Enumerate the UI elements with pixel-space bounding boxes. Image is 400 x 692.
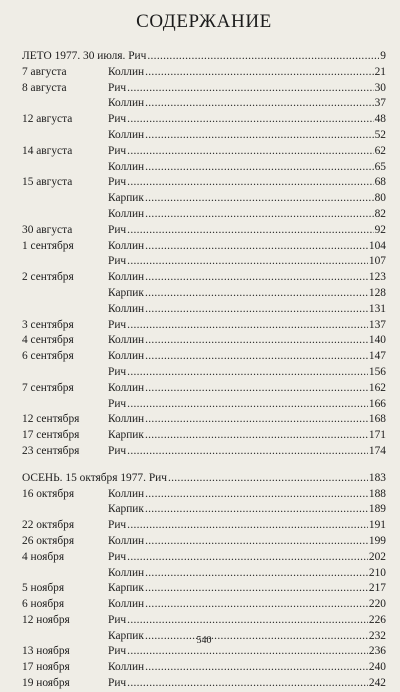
- section-heading-autumn: [22, 471, 386, 487]
- toc-entry: [22, 412, 386, 428]
- toc-entry: [22, 349, 386, 365]
- toc-entry: [22, 428, 386, 444]
- entry-page: 166: [368, 397, 386, 410]
- toc-entry: [22, 581, 386, 597]
- page-number-ref: 9: [380, 50, 386, 62]
- entry-date: 7 августа: [22, 65, 67, 78]
- entry-date: 7 сентября: [22, 381, 74, 394]
- dot-leader: [145, 428, 368, 444]
- entry-narrator: Коллин: [108, 128, 145, 141]
- entry-page: 174: [368, 444, 386, 457]
- entry-narrator: Коллин: [108, 160, 145, 173]
- toc-entry: [22, 96, 386, 112]
- toc-entry: [22, 270, 386, 286]
- entry-narrator: Коллин: [108, 334, 145, 347]
- entry-narrator: Карпик: [108, 286, 144, 299]
- entry-page: 62: [374, 144, 386, 157]
- entry-narrator: Коллин: [108, 302, 145, 315]
- entry-date: 17 сентября: [22, 429, 80, 442]
- page-number: 540: [196, 635, 212, 646]
- entry-page: 37: [374, 97, 386, 110]
- dot-leader: [127, 397, 368, 413]
- entry-narrator: Коллин: [108, 207, 145, 220]
- entry-date: 6 сентября: [22, 350, 74, 363]
- entry-page: 217: [368, 582, 386, 595]
- toc-entry: [22, 175, 386, 191]
- entry-page: 242: [368, 677, 386, 690]
- dot-leader: [145, 566, 368, 582]
- dot-leader: [127, 254, 368, 270]
- entry-page: 188: [368, 487, 386, 500]
- toc-entry: [22, 191, 386, 207]
- entry-narrator: Карпик: [108, 503, 144, 516]
- section-spacer: [22, 460, 386, 471]
- dot-leader: [127, 444, 368, 460]
- entry-narrator: Карпик: [108, 582, 144, 595]
- entry-date: 12 августа: [22, 113, 73, 126]
- dot-leader: [145, 581, 368, 597]
- entry-date: 26 октября: [22, 534, 75, 547]
- entry-page: 202: [368, 550, 386, 563]
- entry-narrator: Рич: [108, 645, 127, 658]
- dot-leader: [145, 128, 373, 144]
- entry-narrator: Коллин: [108, 97, 145, 110]
- entry-narrator: Коллин: [108, 413, 145, 426]
- dot-leader: [127, 550, 368, 566]
- entry-page: 220: [368, 598, 386, 611]
- entry-narrator: Коллин: [108, 350, 145, 363]
- toc-entry: [22, 207, 386, 223]
- toc-entry: [22, 518, 386, 534]
- entry-narrator: Коллин: [108, 271, 145, 284]
- entry-narrator: Коллин: [108, 487, 145, 500]
- toc-entry: [22, 597, 386, 613]
- entry-narrator: Рич: [108, 176, 127, 189]
- toc-entry: [22, 223, 386, 239]
- dot-leader: [145, 534, 368, 550]
- dot-leader: [127, 223, 373, 239]
- toc-entry: [22, 160, 386, 176]
- entry-date: 1 сентября: [22, 239, 74, 252]
- dot-leader: [145, 286, 368, 302]
- entry-narrator: Рич: [108, 519, 127, 532]
- toc-entry: [22, 644, 386, 660]
- entry-narrator: Рич: [108, 444, 127, 457]
- entry-narrator: Коллин: [108, 534, 145, 547]
- entry-narrator: Рич: [108, 255, 127, 268]
- entry-date: 15 августа: [22, 176, 73, 189]
- entry-page: 189: [368, 503, 386, 516]
- dot-leader: [145, 381, 368, 397]
- dot-leader: [127, 81, 373, 97]
- dot-leader: [127, 175, 373, 191]
- entry-page: 82: [374, 207, 386, 220]
- entry-page: 162: [368, 381, 386, 394]
- entry-date: 13 ноября: [22, 645, 70, 658]
- toc-entry: [22, 397, 386, 413]
- entry-page: 80: [374, 192, 386, 205]
- dot-leader: [147, 49, 379, 65]
- toc-entry: [22, 318, 386, 334]
- entry-narrator: Коллин: [108, 598, 145, 611]
- entry-date: 16 октября: [22, 487, 75, 500]
- toc-entry: [22, 333, 386, 349]
- entry-date: 5 ноября: [22, 582, 65, 595]
- entry-page: 52: [374, 128, 386, 141]
- entry-page: 48: [374, 113, 386, 126]
- dot-leader: [168, 471, 368, 487]
- entry-narrator: Рич: [108, 223, 127, 236]
- entry-page: 128: [368, 286, 386, 299]
- entry-narrator: Рич: [108, 550, 127, 563]
- entry-page: 236: [368, 645, 386, 658]
- entry-page: 104: [368, 239, 386, 252]
- toc-entry: [22, 381, 386, 397]
- entry-narrator: Рич: [108, 318, 127, 331]
- entry-date: 8 августа: [22, 81, 67, 94]
- toc-entry: [22, 81, 386, 97]
- toc-entry: [22, 144, 386, 160]
- dot-leader: [145, 349, 368, 365]
- toc-entry: [22, 487, 386, 503]
- entry-page: 92: [374, 223, 386, 236]
- dot-leader: [145, 65, 373, 81]
- entry-narrator: Коллин: [108, 239, 145, 252]
- entry-page: 240: [368, 661, 386, 674]
- entry-date: 30 августа: [22, 223, 73, 236]
- dot-leader: [127, 112, 373, 128]
- dot-leader: [145, 239, 368, 255]
- dot-leader: [127, 144, 373, 160]
- dot-leader: [127, 676, 368, 692]
- toc-entry: [22, 112, 386, 128]
- entry-date: 17 ноября: [22, 661, 70, 674]
- entry-page: 168: [368, 413, 386, 426]
- dot-leader: [145, 412, 368, 428]
- entry-page: 210: [368, 566, 386, 579]
- entry-narrator: Коллин: [108, 381, 145, 394]
- dot-leader: [145, 502, 368, 518]
- entry-narrator: Рич: [108, 677, 127, 690]
- entry-date: 6 ноября: [22, 598, 65, 611]
- toc-entry: [22, 365, 386, 381]
- entry-date: 12 сентября: [22, 413, 80, 426]
- toc-entry: [22, 444, 386, 460]
- book-page: [22, 0, 386, 690]
- dot-leader: [145, 160, 373, 176]
- entry-date: 4 ноября: [22, 550, 65, 563]
- entry-date: 4 сентября: [22, 334, 74, 347]
- section-heading-text: ЛЕТО 1977. 30 июля. Рич: [22, 50, 147, 62]
- entry-page: 123: [368, 271, 386, 284]
- entry-date: 19 ноября: [22, 677, 70, 690]
- entry-page: 232: [368, 629, 386, 642]
- toc-entry: [22, 613, 386, 629]
- dot-leader: [127, 318, 368, 334]
- toc-entry: [22, 566, 386, 582]
- toc-entry: [22, 65, 386, 81]
- entry-page: 21: [374, 65, 386, 78]
- entry-narrator: Рич: [108, 613, 127, 626]
- entry-narrator: Рич: [108, 144, 127, 157]
- entry-page: 107: [368, 255, 386, 268]
- entry-narrator: Рич: [108, 113, 127, 126]
- toc-entry: [22, 502, 386, 518]
- dot-leader: [145, 191, 374, 207]
- entry-narrator: Коллин: [108, 566, 145, 579]
- entry-narrator: Карпик: [108, 429, 144, 442]
- entry-date: 22 октября: [22, 519, 75, 532]
- dot-leader: [145, 207, 373, 223]
- entry-narrator: Карпик: [108, 192, 144, 205]
- entry-page: 156: [368, 365, 386, 378]
- toc-entry: [22, 550, 386, 566]
- dot-leader: [127, 644, 368, 660]
- entry-narrator: Карпик: [108, 629, 144, 642]
- dot-leader: [127, 518, 368, 534]
- toc-entry: [22, 534, 386, 550]
- section-heading-text: ОСЕНЬ. 15 октября 1977. Рич: [22, 471, 167, 484]
- entry-date: 2 сентября: [22, 271, 74, 284]
- entry-page: 30: [374, 81, 386, 94]
- entry-page: 171: [368, 429, 386, 442]
- entry-page: 147: [368, 350, 386, 363]
- toc-entry: [22, 128, 386, 144]
- entry-page: 137: [368, 318, 386, 331]
- entry-page: 65: [374, 160, 386, 173]
- entry-narrator: Рич: [108, 81, 127, 94]
- entry-narrator: Рич: [108, 365, 127, 378]
- dot-leader: [145, 487, 368, 503]
- entry-page: 191: [368, 519, 386, 532]
- dot-leader: [145, 333, 368, 349]
- dot-leader: [145, 270, 368, 286]
- toc-entry: [22, 239, 386, 255]
- dot-leader: [145, 96, 373, 112]
- entry-date: 3 сентября: [22, 318, 74, 331]
- section-heading-summer: [22, 49, 386, 65]
- entry-page: 199: [368, 534, 386, 547]
- dot-leader: [145, 660, 368, 676]
- entry-narrator: Рич: [108, 397, 127, 410]
- entry-date: 23 сентября: [22, 444, 80, 457]
- entry-date: 14 августа: [22, 144, 73, 157]
- entry-narrator: Коллин: [108, 661, 145, 674]
- dot-leader: [145, 597, 368, 613]
- dot-leader: [145, 302, 368, 318]
- dot-leader: [127, 365, 368, 381]
- entry-date: 12 ноября: [22, 613, 70, 626]
- toc-entry: [22, 254, 386, 270]
- table-of-contents: [22, 49, 386, 692]
- page-title: СОДЕРЖАНИЕ: [136, 11, 272, 32]
- toc-entry: [22, 302, 386, 318]
- entry-page: 68: [374, 176, 386, 189]
- toc-entry: [22, 660, 386, 676]
- dot-leader: [127, 613, 368, 629]
- entry-page: 140: [368, 334, 386, 347]
- page-number-ref: 183: [368, 471, 386, 484]
- entry-page: 131: [368, 302, 386, 315]
- toc-entry: [22, 676, 386, 692]
- entry-page: 226: [368, 613, 386, 626]
- entry-narrator: Коллин: [108, 65, 145, 78]
- toc-entry: [22, 286, 386, 302]
